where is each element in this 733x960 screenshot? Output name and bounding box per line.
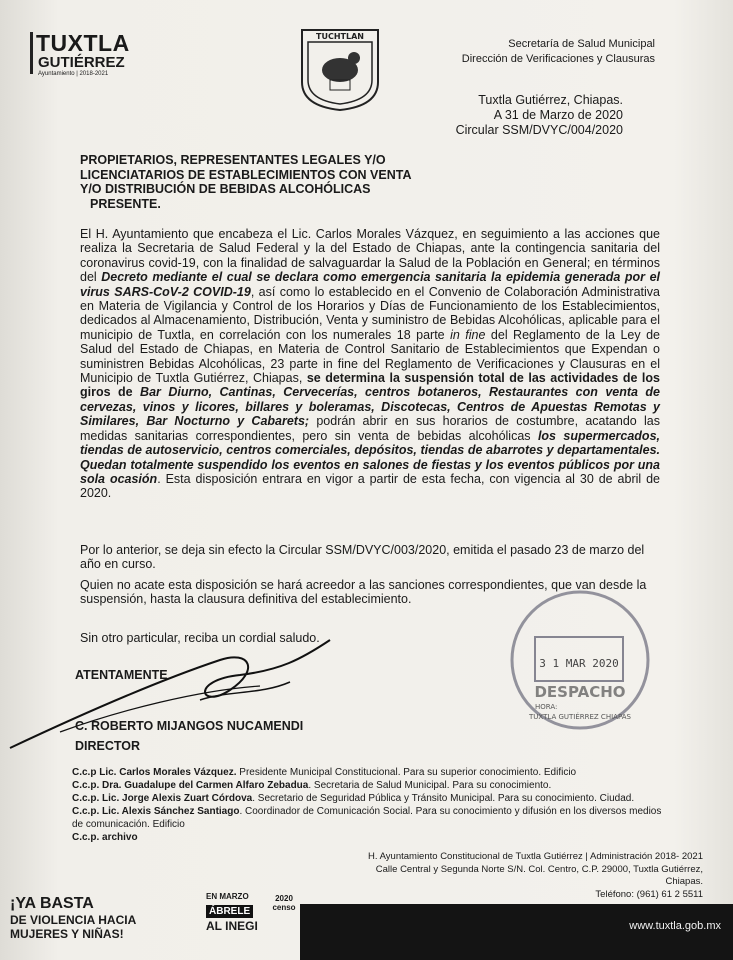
salutation: Sin otro particular, reciba un cordial saludo. [80,631,320,645]
inegi-line3: AL INEGI [206,919,258,933]
carbon-copy-list [72,766,672,844]
dept-verification: Dirección de Verificaciones y Clausuras [461,53,655,65]
body-t1: El H. Ayuntamiento que encabeza el Lic. Carlos Morales Vázquez, en seguimiento a las acciones que realiza la Secretaria de Salud Federal y la del Estado de Chiapas, ante la contingencia sanitaria del coronavirus covid-19, con la finalidad de salvaguardar la Salud de la Población en General; en términos del [80,227,660,285]
body-t8: podrán abrir en sus horarios de costumbre, acatando las medidas sanitarias correspondientes, pero sin venta de bebidas alcohólicas [80,414,660,443]
logo-subtitle: GUTIÉRREZ [38,54,125,71]
body-t5: del Reglamento de la Ley de Salud del Estado de Chiapas, en Materia de Control Sanitario de Establecimientos que Expendan o suministren Bebidas Alcohólicas, 23 parte in fine del Reglamento de Verificaciones y Clausuras en el Municipio de Tuxtla Gutiérrez, Chiapas, [80,327,660,386]
city-line: Tuxtla Gutiérrez, Chiapas. [478,93,623,107]
department-header [462,37,655,67]
campaign-line2: DE VIOLENCIA HACIA [10,913,137,927]
inegi-logo [206,892,258,933]
logo-title: TUXTLA [36,30,130,56]
footer-phone: Teléfono: (961) 61 2 5511 [595,888,703,900]
tuxtla-logo [36,32,130,77]
website-link[interactable]: www.tuxtla.gob.mx [629,920,721,932]
ccp-item: C.c.p Lic. Carlos Morales Vázquez. Presidente Municipal Constitucional. Para su superior conocimiento. Edificio [72,767,577,778]
campaign-line1: ¡YA BASTA [10,895,94,912]
paragraph-sanctions: Quien no acate esta disposición se hará acreedor a las sanciones correspondientes, que van desde la suspensión, hasta la clausura definitiva del establecimiento. [80,578,647,607]
crest-label: TUCHTLAN [316,32,364,41]
body-t10: . Esta disposición entrara en vigor a partir de esta fecha, con vigencia al 30 de abril de 2020. [80,471,660,501]
body-infine: in fine [450,327,486,342]
place-date-block [456,93,623,138]
body-exceptions: los supermercados, tiendas de autoservicio, centros comerciales, depósitos, tiendas de abarrotes y departamentales. Quedan totalmente suspendido los eventos en salones de fiestas y los eventos públicos por una sola ocasión [80,428,660,486]
body-businesses: Bar Diurno, Cantinas, Cervecerías, centros botaneros, Restaurantes con venta de cervezas, vinos y licores, billares y boleramas, Discotecas, Centros de Apuestas Remotas y Similares, Bar Nocturno y Cabarets; [80,385,661,429]
addressee [80,153,412,211]
main-paragraph [80,227,660,501]
inegi-line2: ÁBRELE [206,905,253,918]
stamp-city: TUXTLA GUTIÉRREZ CHIAPAS [529,713,631,721]
footer-bar [300,904,733,960]
footer-line3: Chiapas. [665,876,703,887]
addressee-line1: PROPIETARIOS, REPRESENTANTES LEGALES Y/O [80,153,386,167]
stamp-label: DESPACHO [534,683,626,701]
censo-logo: 2020 censo [272,894,296,912]
footer-line2: Calle Central y Segunda Norte S/N. Col. Centro, C.P. 29000, Tuxtla Gutiérrez, [375,863,703,875]
tuchtlan-crest-icon [300,20,380,112]
signer-block [75,716,303,756]
date-line: A 31 de Marzo de 2020 [493,108,623,122]
footer-address [368,851,703,901]
dept-health: Secretaría de Salud Municipal [508,38,655,50]
circular-number: Circular SSM/DVYC/004/2020 [455,123,623,137]
ccp-item: C.c.p. Lic. Jorge Alexis Zuart Córdova. Secretario de Seguridad Pública y Tránsito Municipal. Para su conocimiento. Ciudad. [72,793,635,804]
campaign-line3: MUJERES Y NIÑAS! [10,927,124,941]
addressee-present: PRESENTE. [90,196,161,211]
addressee-line3: Y/O DISTRIBUCIÓN DE BEBIDAS ALCOHÓLICAS [80,182,371,196]
stamp-hora: HORA: [535,703,558,711]
paragraph-revocation: Por lo anterior, se deja sin efecto la Circular SSM/DVYC/003/2020, emitida el pasado 23 de marzo del año en curso. [80,543,645,572]
body-determination: se determina la suspensión total de las actividades de los giros de [80,371,660,400]
body-decree: Decreto mediante el cual se declara como emergencia sanitaria la epidemia generada por el virus SARS-CoV-2 COVID-19 [80,270,661,299]
closing-atentamente: ATENTAMENTE [75,668,168,682]
signer-title: DIRECTOR [75,739,141,753]
footer-line1: H. Ayuntamiento Constitucional de Tuxtla Gutiérrez | Administración 2018- 2021 [368,851,703,862]
body-t3: , así como lo establecido en el Convenio de Colaboración Administrativa en Materia de Vigilancia y Control de los Horarios y Días de Funcionamiento de los Establecimientos, dedicados al Almacenamiento, Distribución, Venta y suministro de Bebidas Alcohólicas, aplicable para el municipio de Tuxtla, en correlación con los numerales 18 parte [80,284,660,342]
logo-bar [30,32,33,74]
ccp-item: C.c.p. Dra. Guadalupe del Carmen Alfaro Zebadua. Secretaria de Salud Municipal. Para su conocimiento. [72,780,552,791]
stamp-date: 3 1 MAR 2020 [539,657,619,670]
ccp-item: C.c.p. Lic. Alexis Sánchez Santiago. Coordinador de Comunicación Social. Para su conocimiento y difusión en los diversos medios de comunicación. Edificio [72,806,662,830]
logo-tagline: Ayuntamiento | 2018-2021 [38,71,109,77]
office-stamp-icon [495,585,665,735]
addressee-line2: LICENCIATARIOS DE ESTABLECIMIENTOS CON VENTA [80,167,412,182]
inegi-line1: EN MARZO [206,892,249,901]
signer-name: C. ROBERTO MIJANGOS NUCAMENDI [75,719,304,733]
campaign-logo [10,895,170,957]
ccp-item: C.c.p. archivo [72,832,138,843]
